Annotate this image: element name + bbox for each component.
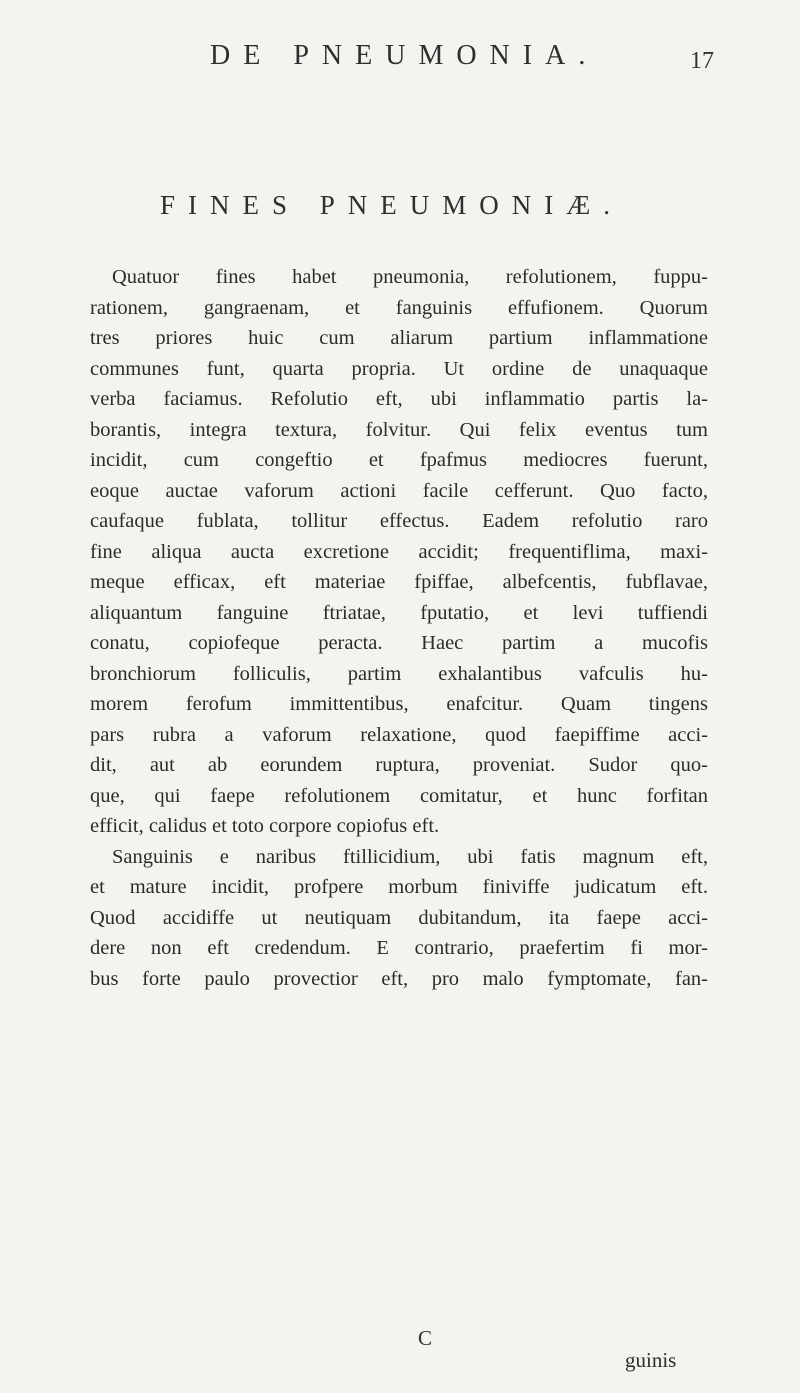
text-line: pars rubra a vaforum relaxatione, quod faepiffime acci- [90,723,708,746]
text-line: dere non eft credendum. E contrario, praefertim fi mor- [90,937,708,959]
section-title: FINES PNEUMONIÆ. [160,190,624,220]
body-text [90,262,708,994]
text-line: conatu, copiofeque peracta. Haec partim a mucofis [90,632,708,654]
page-number: 17 [690,48,714,74]
signature-mark: C [418,1326,433,1350]
text-line: rationem, gangraenam, et fanguinis effufionem. Quorum [90,296,708,319]
text-line: aliquantum fanguine ftriatae, fputatio, et levi tuffiendi [90,601,708,624]
text-line: morem ferofum immittentibus, enafcitur. Quam tingens [90,693,708,715]
text-line: Quod accidiffe ut neutiquam dubitandum, ita faepe acci- [90,906,708,929]
text-line: communes funt, quarta propria. Ut ordine de unaquaque [90,357,708,380]
text-line: eoque auctae vaforum actioni facile cefferunt. Quo facto, [90,479,708,502]
text-line: efficit, calidus et toto corpore copiofus eft. [90,815,440,837]
text-line: Sanguinis e naribus ftillicidium, ubi fatis magnum eft, [112,845,708,868]
text-line: bus forte paulo provectior eft, pro malo fymptomate, fan- [90,967,708,990]
text-line: incidit, cum congeftio et fpafmus mediocres fuerunt, [90,449,708,471]
text-line: et mature incidit, profpere morbum finiviffe judicatum eft. [90,876,708,898]
running-title: DE PNEUMONIA. [210,40,599,71]
text-line: que, qui faepe refolutionem comitatur, et hunc forfitan [90,784,708,807]
catchword: guinis [625,1348,677,1372]
text-line: verba faciamus. Refolutio eft, ubi inflammatio partis la- [90,388,708,410]
text-line: borantis, integra textura, folvitur. Qui felix eventus tum [90,418,708,441]
text-line: bronchiorum folliculis, partim exhalantibus vafculis hu- [90,662,708,685]
text-line: fine aliqua aucta excretione accidit; frequentiflima, maxi- [90,540,708,563]
text-line: caufaque fublata, tollitur effectus. Eadem refolutio raro [90,510,708,532]
running-head [0,40,800,80]
text-line: tres priores huic cum aliarum partium inflammatione [90,327,708,349]
text-line: meque efficax, eft materiae fpiffae, albefcentis, fubflavae, [90,571,708,593]
text-line: Quatuor fines habet pneumonia, refolutionem, fuppu- [112,266,708,288]
text-line: dit, aut ab eorundem ruptura, proveniat. Sudor quo- [90,754,708,776]
